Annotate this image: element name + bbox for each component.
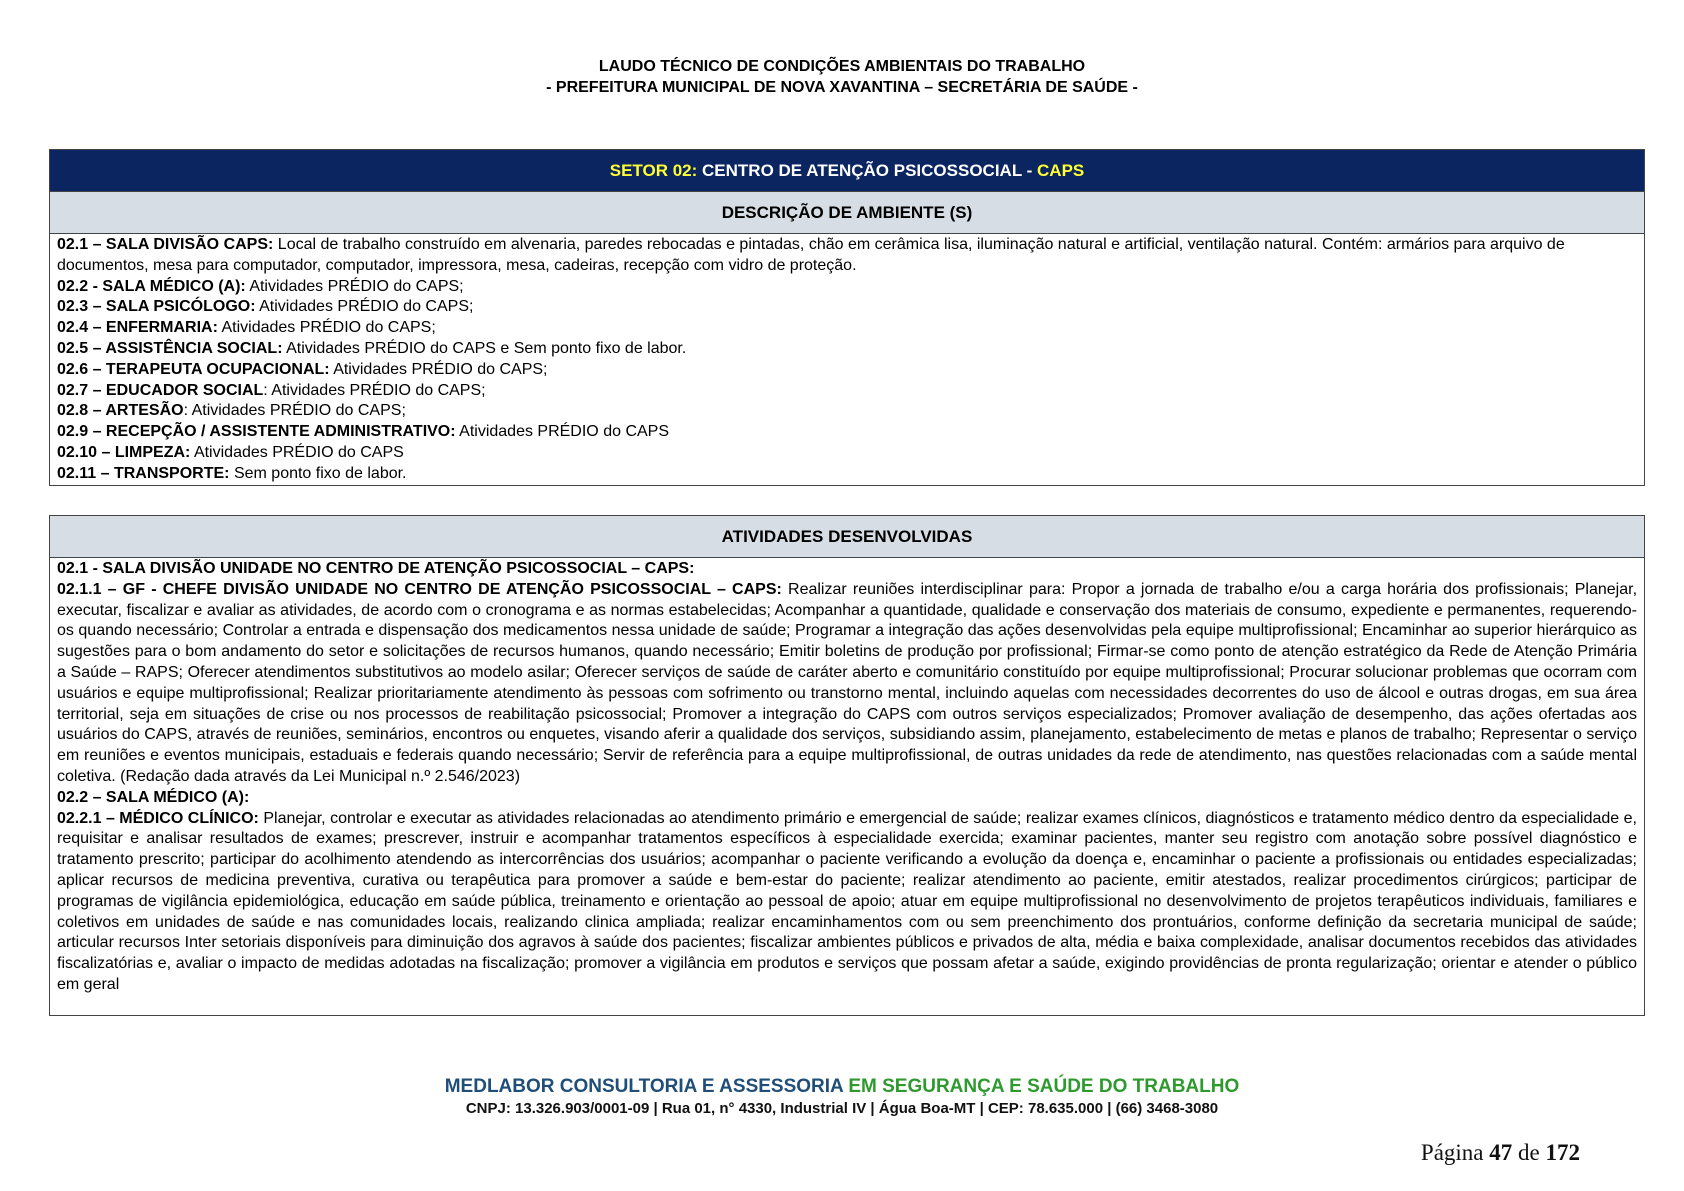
descricao-item-label: 02.11 – TRANSPORTE: — [57, 464, 230, 482]
descricao-item — [57, 422, 1637, 443]
descricao-item-text: Atividades PRÉDIO do CAPS; — [217, 319, 436, 337]
document-footer — [0, 1075, 1684, 1119]
atividades-paragraph-1 — [57, 580, 1637, 788]
descricao-item — [57, 443, 1637, 464]
descricao-item-text: Atividades PRÉDIO do CAPS — [190, 443, 404, 461]
atividades-paragraph-2 — [57, 809, 1637, 996]
descricao-item — [57, 339, 1637, 360]
descricao-item-text: Local de trabalho construído em alvenaria, paredes rebocadas e pintadas, chão em cerâmica lisa, iluminação natural e artificial, ventilação natural. Contém: armários para arquivo de documentos, mesa para computador, computador, impressora, mesa, cadeiras, recepção com vidro de proteção. — [57, 236, 1565, 274]
document-header — [0, 56, 1684, 98]
descricao-item — [57, 318, 1637, 339]
descricao-item-label: 02.9 – RECEPÇÃO / ASSISTENTE ADMINISTRATIVO: — [57, 423, 456, 441]
descricao-item-text: Atividades PRÉDIO do CAPS; — [329, 360, 548, 378]
descricao-item — [57, 235, 1637, 277]
descricao-item — [57, 297, 1637, 318]
atividades-p2-text: Planejar, controlar e executar as atividades relacionadas ao atendimento primário e emergencial de saúde; realizar exames clínicos, diagnósticos e tratamento médico dentro da especialidade e, requisitar e analisar resultados de exames; prescrever, instruir e acompanhar tratamentos específicos à especialidade exercida; examinar pacientes, manter seu registro com anotação sobre possível diagnóstico e tratamento prescrito; participar do acolhimento atendendo as intercorrências dos usuários; acompanhar o paciente verificando a evolução da doença e, encaminhar o paciente a profissionais ou entidades especializadas; aplicar recursos de medicina preventiva, curativa ou terapêutica para promover a saúde e bem-estar do paciente; realizar atendimento ao paciente, emitir atestados, realizar procedimentos cirúrgicos; participar de programas de vigilância epidemiológica, educação em saúde pública, treinamento e orientação ao pessoal de apoio; atuar em equipe multiprofissional no desenvolvimento de projetos terapêuticos individuais, familiares e coletivos em unidades de saúde e nas comunidades locais, realizando clinica ampliada; realizar encaminhamentos com ou sem preenchimento dos prontuários, conforme definição da secretaria municipal de saúde; articular recursos Inter setoriais disponíveis para diminuição dos agravos à saúde dos pacientes; fiscalizar ambientes públicos e privados de alta, média e baixa complexidade, analisar documentos recebidos das atividades fiscalizatórias e, avaliar o impacto de medidas adotadas na fiscalização; promover a vigilância em produtos e serviços que possam afetar a saúde, exigindo providências de pronta regularização; orientar e atender o público em geral — [57, 809, 1637, 993]
descricao-item-label: 02.3 – SALA PSICÓLOGO: — [57, 298, 256, 316]
descricao-title: DESCRIÇÃO DE AMBIENTE (S) — [50, 192, 1644, 234]
descricao-item-label: 02.7 – EDUCADOR SOCIAL — [57, 381, 264, 399]
page-total: 172 — [1545, 1140, 1580, 1165]
header-title: LAUDO TÉCNICO DE CONDIÇÕES AMBIENTAIS DO TRABALHO — [598, 58, 1086, 75]
sector-suffix: CAPS — [1037, 161, 1085, 180]
atividades-title: ATIVIDADES DESENVOLVIDAS — [50, 516, 1644, 558]
descricao-item-label: 02.5 – ASSISTÊNCIA SOCIAL: — [57, 339, 283, 357]
descricao-item — [57, 401, 1637, 422]
header-subtitle: - PREFEITURA MUNICIPAL DE NOVA XAVANTINA – SECRETÁRIA DE SAÚDE - — [546, 79, 1138, 96]
atividades-section — [49, 515, 1645, 1016]
descricao-item-label: 02.2 - SALA MÉDICO (A): — [57, 277, 246, 295]
footer-company — [0, 1075, 1684, 1099]
descricao-item-text: Atividades PRÉDIO do CAPS; — [245, 277, 464, 295]
descricao-item-text: : Atividades PRÉDIO do CAPS; — [183, 402, 406, 420]
atividades-heading-2: 02.2 – SALA MÉDICO (A): — [57, 788, 250, 806]
descricao-item-text: Atividades PRÉDIO do CAPS; — [255, 298, 474, 316]
descricao-section — [49, 149, 1645, 486]
descricao-item-label: 02.8 – ARTESÃO — [57, 402, 184, 420]
descricao-item-label: 02.10 – LIMPEZA: — [57, 443, 191, 461]
sector-prefix: SETOR 02: — [609, 161, 698, 180]
sector-banner — [50, 150, 1644, 192]
atividades-body — [50, 558, 1644, 996]
descricao-item-text: Atividades PRÉDIO do CAPS e Sem ponto fixo de labor. — [282, 339, 687, 357]
descricao-item — [57, 360, 1637, 381]
footer-address: CNPJ: 13.326.903/0001-09 | Rua 01, n° 4330, Industrial IV | Água Boa-MT | CEP: 78.635.000 | (66) 3468-3080 — [465, 1100, 1219, 1117]
page-label: Página — [1420, 1140, 1490, 1165]
descricao-body — [50, 234, 1644, 485]
descricao-item-label: 02.1 – SALA DIVISÃO CAPS: — [57, 236, 274, 253]
atividades-p1-text: Realizar reuniões interdisciplinar para: Propor a jornada de trabalho e/ou a carga horária dos profissionais; Planejar, executar, fiscalizar e avaliar as atividades, de acordo com o cronograma e as normas estabelecidas; Acompanhar a quantidade, qualidade e conservação dos materiais de consumo, expediente e permanentes, requerendo-os quando necessário; Controlar a entrada e dispensação dos medicamentos nessa unidade de saúde; Programar a integração das ações desenvolvidas pela equipe multiprofissional; Encaminhar ao superior hierárquico as sugestões para o bom andamento do setor e solicitações de recursos humanos, quando necessário; Emitir boletins de produção por profissional; Firmar-se como ponto de atenção estratégico da Rede de Atenção Primária a Saúde – RAPS; Oferecer atendimentos substitutivos ao modelo asilar; Oferecer serviços de saúde de caráter aberto e comunitário constituído por equipe multiprofissional; Procurar solucionar problemas que ocorram com usuários e equipe multiprofissional; Realizar prioritariamente atendimento às pessoas com sofrimento ou transtorno mental, incluindo aquelas com necessidades decorrentes do uso de álcool e outras drogas, em sua área territorial, seja em situações de crise ou nos processos de reabilitação psicossocial; Promover a integração do CAPS com outros serviços especializados; Promover avaliação de desempenho, das ações ofertadas aos usuários do CAPS, através de reuniões, seminários, encontros ou enquetes, visando aferir a qualidade dos serviços, subsidiando assim, planejamento, estabelecimento de metas e planos de trabalho; Representar o serviço em reuniões e eventos municipais, estaduais e federais quando necessário; Servir de referência para a equipe multiprofissional, de outras unidades da rede de atendimento, nas questões relacionadas com a saúde mental coletiva. (Redação dada através da Lei Municipal n.º 2.546/2023) — [57, 580, 1638, 785]
footer-company-green: EM SEGURANÇA E SAÚDE DO TRABALHO — [843, 1076, 1240, 1097]
descricao-item — [57, 464, 1637, 485]
sector-name: CENTRO DE ATENÇÃO PSICOSSOCIAL - — [697, 161, 1038, 180]
descricao-item-text: Sem ponto fixo de labor. — [229, 464, 407, 482]
descricao-item — [57, 277, 1637, 298]
page-of: de — [1512, 1140, 1546, 1165]
atividades-p2-label: 02.2.1 – MÉDICO CLÍNICO: — [57, 809, 259, 827]
page-number — [1421, 1140, 1580, 1166]
footer-company-blue: MEDLABOR CONSULTORIA E ASSESSORIA — [444, 1076, 844, 1097]
atividades-p1-label: 02.1.1 – GF - CHEFE DIVISÃO UNIDADE NO CENTRO DE ATENÇÃO PSICOSSOCIAL – CAPS: — [57, 580, 782, 598]
descricao-item-text: Atividades PRÉDIO do CAPS — [455, 423, 670, 441]
descricao-item-label: 02.4 – ENFERMARIA: — [57, 319, 218, 337]
descricao-item — [57, 381, 1637, 402]
descricao-item-text: : Atividades PRÉDIO do CAPS; — [263, 381, 486, 399]
atividades-heading-1: 02.1 - SALA DIVISÃO UNIDADE NO CENTRO DE ATENÇÃO PSICOSSOCIAL – CAPS: — [57, 560, 695, 577]
page-current: 47 — [1489, 1140, 1513, 1165]
descricao-item-label: 02.6 – TERAPEUTA OCUPACIONAL: — [57, 360, 330, 378]
